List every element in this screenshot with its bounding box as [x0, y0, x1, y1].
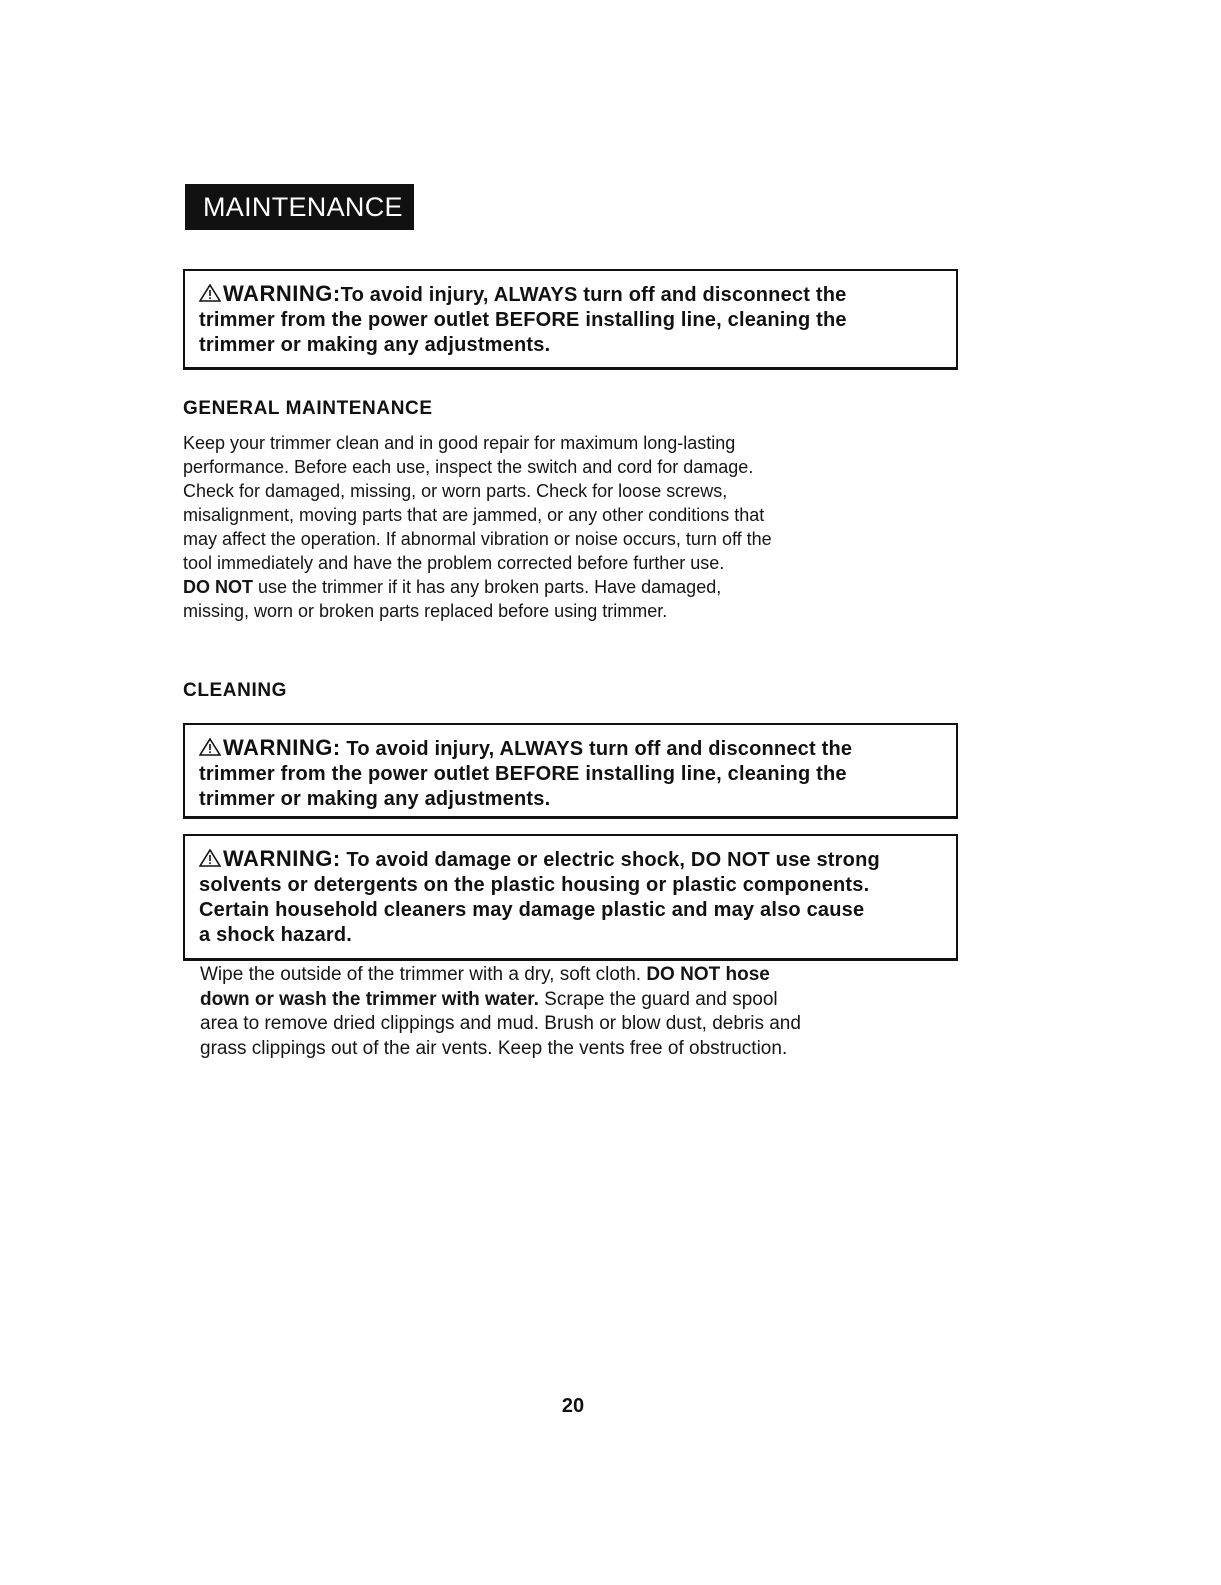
- cleaning-heading: CLEANING: [183, 680, 288, 701]
- warning-triangle-icon: [199, 849, 221, 867]
- warning-line-2: trimmer from the power outlet BEFORE installing line, cleaning the: [199, 309, 847, 331]
- do-not-emphasis: down or wash the trimmer with water.: [200, 988, 539, 1010]
- text-line: tool immediately and have the problem corrected before further use.: [183, 553, 725, 573]
- text-line: misalignment, moving parts that are jammed, or any other conditions that: [183, 505, 765, 525]
- warning-line-1: [199, 846, 942, 873]
- text-line: grass clippings out of the air vents. Keep the vents free of obstruction.: [200, 1037, 788, 1059]
- warning-text: To avoid damage or electric shock, DO NOT use strong: [340, 849, 880, 871]
- text-line: [200, 988, 980, 1013]
- warning-box-cleaning-solvents: [183, 834, 958, 961]
- warning-text: To avoid injury, ALWAYS turn off and disconnect the: [340, 738, 853, 760]
- cleaning-text: [200, 963, 980, 1061]
- text-line: Keep your trimmer clean and in good repair for maximum long-lasting: [183, 433, 736, 453]
- text-line: may affect the operation. If abnormal vibration or noise occurs, turn off the: [183, 529, 772, 549]
- text-span: Wipe the outside of the trimmer with a dry, soft cloth.: [200, 964, 647, 985]
- warning-line-1: [199, 281, 942, 308]
- warning-line-4: a shock hazard.: [199, 924, 353, 946]
- warning-line-3: Certain household cleaners may damage plastic and may also cause: [199, 899, 865, 921]
- text-line: Check for damaged, missing, or worn parts. Check for loose screws,: [183, 481, 728, 501]
- warning-label: WARNING:: [223, 281, 341, 306]
- warning-label: WARNING:: [223, 846, 341, 871]
- warning-line-2: solvents or detergents on the plastic housing or plastic components.: [199, 874, 870, 896]
- text-line: [200, 963, 980, 988]
- text-span: Scrape the guard and spool: [538, 988, 778, 1010]
- warning-triangle-icon: [199, 738, 221, 756]
- warning-label: WARNING:: [223, 735, 341, 760]
- warning-text: To avoid injury, ALWAYS turn off and disconnect the: [340, 284, 847, 306]
- warning-box-cleaning-injury: [183, 723, 958, 819]
- warning-line-1: [199, 735, 942, 762]
- do-not-emphasis: DO NOT: [183, 577, 253, 597]
- general-maintenance-text: [183, 431, 963, 623]
- text-line: [183, 575, 963, 599]
- warning-line-3: trimmer or making any adjustments.: [199, 788, 551, 810]
- page-number: 20: [561, 1395, 585, 1417]
- section-banner: MAINTENANCE: [185, 184, 414, 230]
- text-line: missing, worn or broken parts replaced before using trimmer.: [183, 601, 668, 621]
- warning-box-top: [183, 269, 958, 370]
- warning-line-2: trimmer from the power outlet BEFORE installing line, cleaning the: [199, 763, 847, 785]
- general-maintenance-heading: GENERAL MAINTENANCE: [183, 398, 433, 419]
- text-line: area to remove dried clippings and mud. Brush or blow dust, debris and: [200, 1013, 801, 1034]
- warning-line-3: trimmer or making any adjustments.: [199, 334, 551, 356]
- text-span: use the trimmer if it has any broken parts. Have damaged,: [253, 577, 722, 597]
- text-line: performance. Before each use, inspect the switch and cord for damage.: [183, 457, 754, 477]
- warning-triangle-icon: [199, 284, 221, 302]
- do-not-emphasis: DO NOT hose: [646, 964, 770, 985]
